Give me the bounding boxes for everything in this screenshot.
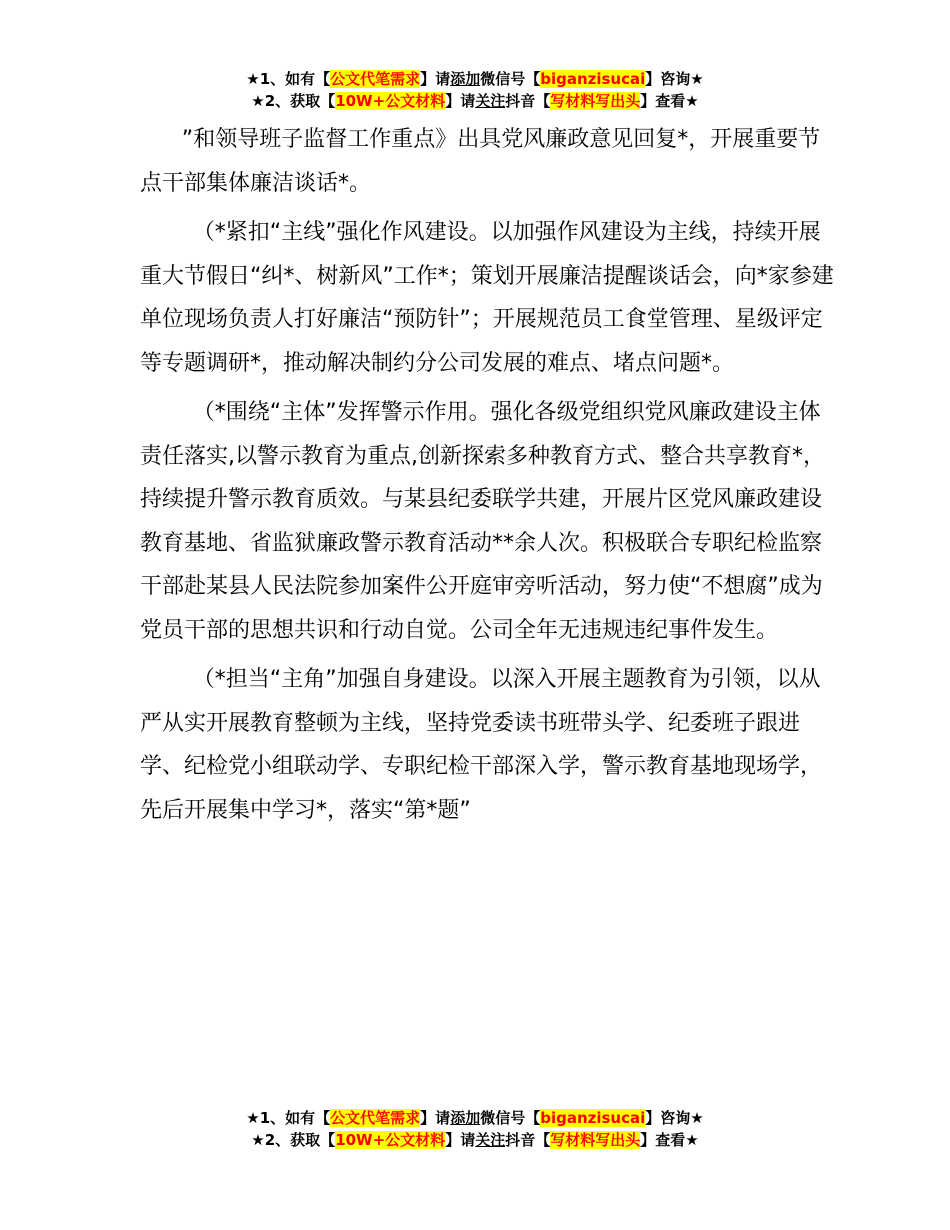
- paragraph-self-building: （*担当“主角”加强自身建设。以深入开展主题教育为引领，以从严从实开展教育整顿为主线，坚持党委读书班带头学、纪委班子跟进学、纪检党小组联动学、专职纪检干部深入学，警示教育基地现场学，先后开展集中学习*，落实“第*题”: [140, 667, 823, 823]
- paragraph-work-style: （*紧扣“主线”强化作风建设。以加强作风建设为主线，持续开展重大节假日“纠*、树新风”工作*；策划开展廉洁提醒谈话会，向*家参建单位现场负责人打好廉洁“预防针”；开展规范员工食堂管理、星级评定等专题调研*，推动解决制约分公司发展的难点、堵点问题*。: [140, 220, 834, 376]
- banner-text: 】查看★: [640, 92, 699, 110]
- highlight-service: 公文代笔需求: [330, 70, 421, 88]
- header-banner: [0, 68, 950, 112]
- banner-text: 】请: [420, 70, 451, 88]
- banner-text: 】咨询★: [645, 70, 704, 88]
- banner-emphasis: 添加: [450, 70, 481, 88]
- highlight-wechat-id: biganzisucai: [540, 70, 646, 88]
- banner-text: 】咨询★: [645, 1109, 704, 1127]
- banner-line-2: [0, 90, 950, 112]
- highlight-douyin: 写材料写出头: [550, 92, 641, 110]
- banner-text: 】查看★: [640, 1131, 699, 1149]
- banner-text: ★2、获取【: [251, 92, 336, 110]
- document-body: [140, 118, 840, 832]
- banner-text: ★1、如有【: [246, 70, 331, 88]
- highlight-materials: 10W+公文材料: [335, 1131, 446, 1149]
- banner-text: ★2、获取【: [251, 1131, 336, 1149]
- banner-text: 抖音【: [505, 92, 551, 110]
- banner-line-1: [0, 1107, 950, 1129]
- highlight-service: 公文代笔需求: [330, 1109, 421, 1127]
- banner-emphasis: 关注: [475, 1131, 506, 1149]
- banner-emphasis: 添加: [450, 1109, 481, 1127]
- banner-text: ★1、如有【: [246, 1109, 331, 1127]
- paragraph-continuation: ”和领导班子监督工作重点》出具党风廉政意见回复*，开展重要节点干部集体廉洁谈话*。: [140, 127, 821, 196]
- banner-text: 】请: [420, 1109, 451, 1127]
- footer-banner: [0, 1107, 950, 1151]
- banner-text: 】请: [445, 92, 476, 110]
- banner-line-1: [0, 68, 950, 90]
- banner-text: 】请: [445, 1131, 476, 1149]
- banner-text: 微信号【: [480, 70, 541, 88]
- banner-text: 抖音【: [505, 1131, 551, 1149]
- paragraph-warning-education: （*围绕“主体”发挥警示作用。强化各级党组织党风廉政建设主体责任落实,以警示教育为重点,创新探索多种教育方式、整合共享教育*，持续提升警示教育质效。与某县纪委联学共建，开展片区党风廉政建设教育基地、省监狱廉政警示教育活动**余人次。积极联合专职纪检监察干部赴某县人民法院参加案件公开庭审旁听活动，努力使“不想腐”成为党员干部的思想共识和行动自觉。公司全年无违规违纪事件发生。: [140, 400, 825, 643]
- highlight-douyin: 写材料写出头: [550, 1131, 641, 1149]
- banner-emphasis: 关注: [475, 92, 506, 110]
- banner-line-2: [0, 1129, 950, 1151]
- banner-text: 微信号【: [480, 1109, 541, 1127]
- highlight-materials: 10W+公文材料: [335, 92, 446, 110]
- highlight-wechat-id: biganzisucai: [540, 1109, 646, 1127]
